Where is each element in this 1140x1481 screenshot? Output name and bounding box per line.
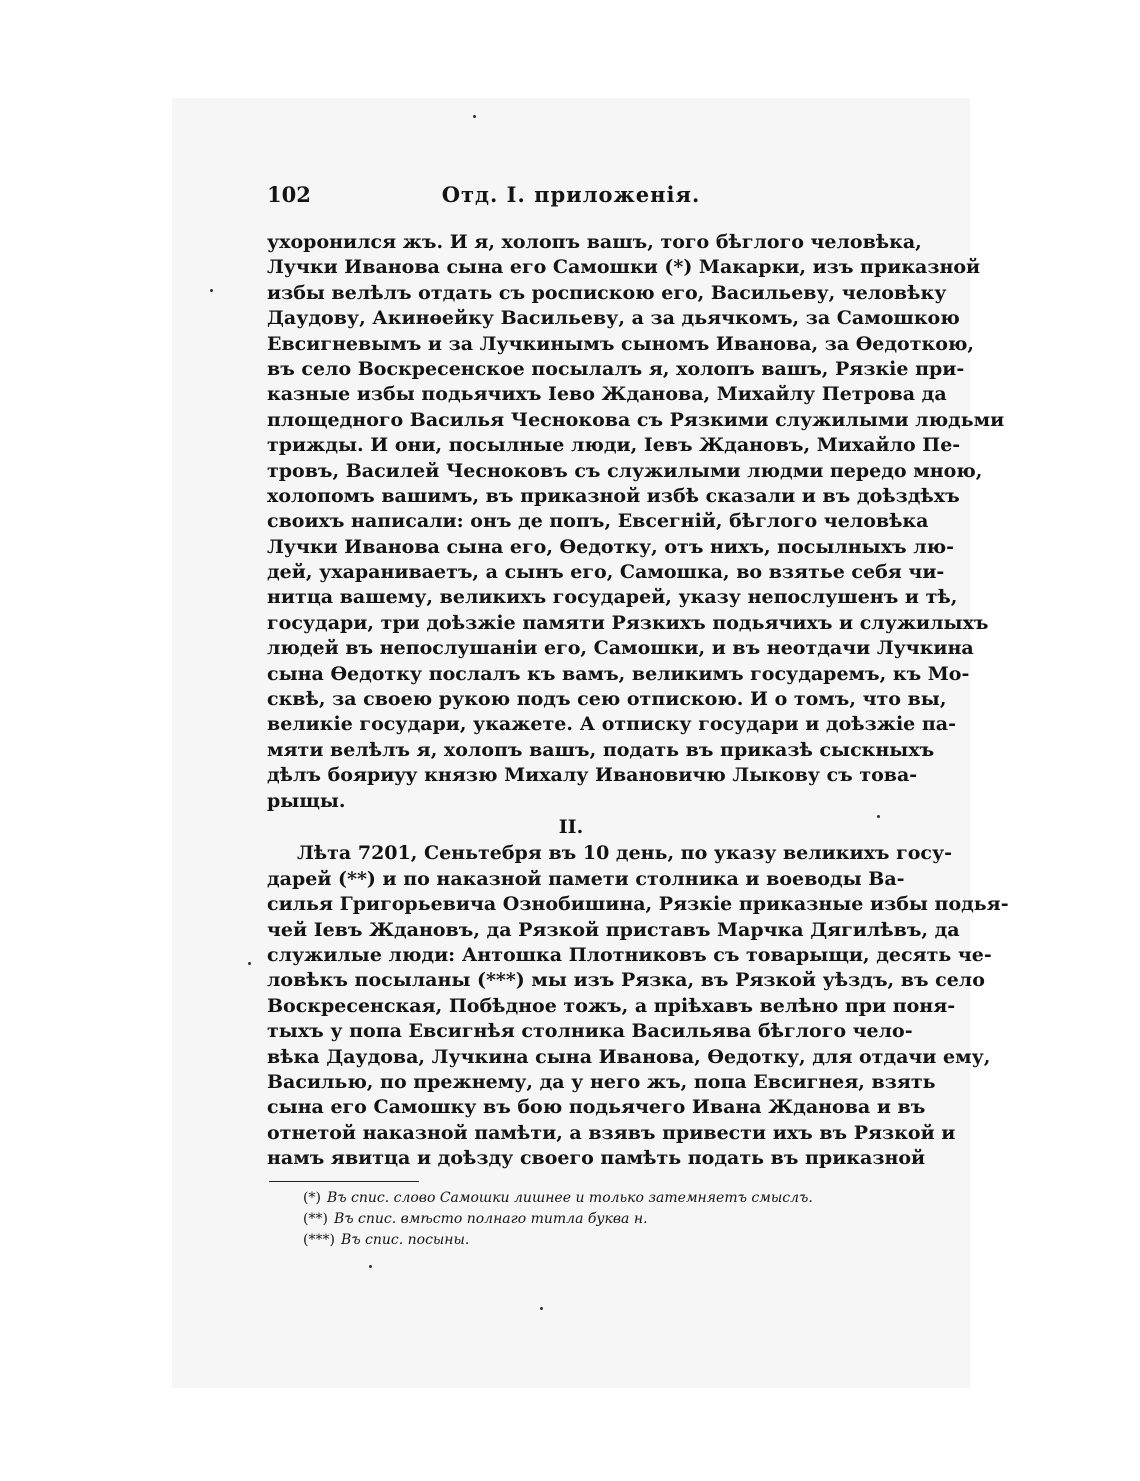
- footnote: [303, 1209, 875, 1230]
- text-line: своихъ написали: онъ де попъ, Евсегній, бѣглого человѣка: [267, 510, 929, 533]
- book-page: [267, 182, 1009, 1251]
- scan-speck: [369, 1265, 372, 1268]
- text-line: дей, ухараниваетъ, а сынъ его, Самошка, во взятье себя чи-: [267, 561, 945, 584]
- text-line: мяти велѣлъ я, холопъ вашъ, подать въ приказѣ сыскныхъ: [267, 738, 935, 761]
- text-line: избы велѣлъ отдать съ роспискою его, Васильеву, человѣку: [267, 281, 947, 304]
- text-line: въ село Воскресенское посылалъ я, холопъ вашъ, Рязкіе при-: [267, 357, 965, 380]
- scan-speck: [210, 289, 213, 292]
- text-line: казные избы подьячихъ Іево Жданова, Михайлу Петрова да: [267, 383, 947, 406]
- text-line: великіе государи, укажете. А отписку государи и доѣзжіе па-: [267, 713, 956, 736]
- text-line: ловѣкъ посыланы (***) мы изъ Рязка, въ Рязкой уѣздъ, въ село: [267, 969, 985, 992]
- text-line: силья Григорьевича Ознобишина, Рязкіе приказные избы подья-: [267, 893, 1009, 916]
- text-line: отнетой наказной памѣти, а взявъ привести ихъ въ Рязкой и: [267, 1121, 956, 1144]
- text-line: сына его Самошку въ бою подьячего Ивана Жданова и въ: [267, 1096, 926, 1119]
- text-line: Лѣта 7201, Сеньтебря въ 10 день, по указу великихъ госу-: [297, 842, 953, 865]
- text-line: вѣка Даудова, Лучкина сына Иванова, Ѳедотку, для отдачи ему,: [267, 1045, 991, 1068]
- text-line: людей въ непослушаніи его, Самошки, и въ неотдачи Лучкина: [267, 637, 974, 660]
- text-line: холопомъ вашимъ, въ приказной избѣ сказали и въ доѣздѣхъ: [267, 484, 960, 507]
- text-line: тровъ, Василей Чесноковъ съ служилыми людми передо мною,: [267, 459, 983, 482]
- footnote-mark: (**): [303, 1211, 328, 1228]
- footnote-text: Въ спис. посыны.: [340, 1232, 470, 1249]
- footnote: [303, 1230, 875, 1251]
- page-header: [267, 182, 875, 212]
- text-line: государи, три доѣзжіе памяти Рязкихъ подьячихъ и служилыхъ: [267, 611, 989, 634]
- text-line: сквѣ, за своею рукою подъ сею отпискою. И о томъ, что вы,: [267, 688, 947, 711]
- footnote-mark: (*): [303, 1190, 321, 1207]
- text-line: Лучки Иванова сына его, Ѳедотку, отъ нихъ, посылныхъ лю-: [267, 535, 955, 558]
- text-line: Евсигневымъ и за Лучкинымъ сыномъ Иванова, за Ѳедоткою,: [267, 332, 974, 355]
- text-line: площедного Василья Чеснокова съ Рязкими служилыми людьми: [267, 408, 1005, 431]
- scan-speck: [248, 962, 251, 965]
- text-line: дарей (**) и по наказной памети столника и воеводы Ва-: [267, 867, 905, 890]
- text-line: Даудову, Акинѳейку Васильеву, а за дьячкомъ, за Самошкою: [267, 307, 960, 330]
- scan-speck: [473, 115, 476, 118]
- text-line: Василью, по прежнему, да у него жъ, попа Евсигнея, взять: [267, 1070, 936, 1093]
- scan-speck: [540, 1307, 543, 1310]
- footnote-mark: (***): [303, 1232, 335, 1249]
- footnote-text: Въ спис. вмѣсто полнаго титла буква н.: [333, 1211, 648, 1228]
- footnote-divider: [269, 1181, 419, 1182]
- text-line: нитца вашему, великихъ государей, указу непослушенъ и тѣ,: [267, 586, 958, 609]
- scan-speck: [877, 815, 880, 818]
- main-text: [267, 230, 1009, 1171]
- running-title: Отд. I. приложенія.: [441, 182, 701, 207]
- text-line: ухоронился жъ. И я, холопъ вашъ, того бѣглого человѣка,: [267, 231, 922, 253]
- text-line: Лучки Иванова сына его Самошки (*) Макарки, изъ приказной: [267, 256, 981, 279]
- text-line: трижды. И они, посылные люди, Іевъ Ждановъ, Михайло Пе-: [267, 434, 961, 457]
- footnote-text: Въ спис. слово Самошки лишнее и только затемняетъ смыслъ.: [326, 1190, 813, 1207]
- text-line: чей Іевъ Ждановъ, да Рязкой приставъ Марчка Дягилѣвъ, да: [267, 918, 960, 941]
- footnotes: [267, 1188, 875, 1251]
- text-line: сына Ѳедотку послалъ къ вамъ, великимъ государемъ, къ Мо-: [267, 662, 970, 685]
- page-number: 102: [267, 182, 311, 207]
- text-line: рыщы.: [267, 789, 346, 812]
- text-line: Воскресенская, Побѣдное тожъ, а пріѣхавъ велѣно при поня-: [267, 994, 956, 1017]
- section-heading: II.: [558, 815, 584, 838]
- text-line: намъ явитца и доѣзду своего памѣть подать въ приказной: [267, 1147, 926, 1170]
- text-line: тыхъ у попа Евсигнѣя столника Васильява бѣглого чело-: [267, 1020, 913, 1043]
- text-line: дѣлъ бояриyу князю Михалу Ивановичю Лыкову съ това-: [267, 764, 918, 787]
- footnote: [303, 1188, 875, 1209]
- text-line: служилые люди: Антошка Плотниковъ съ товарыщи, десять че-: [267, 943, 992, 966]
